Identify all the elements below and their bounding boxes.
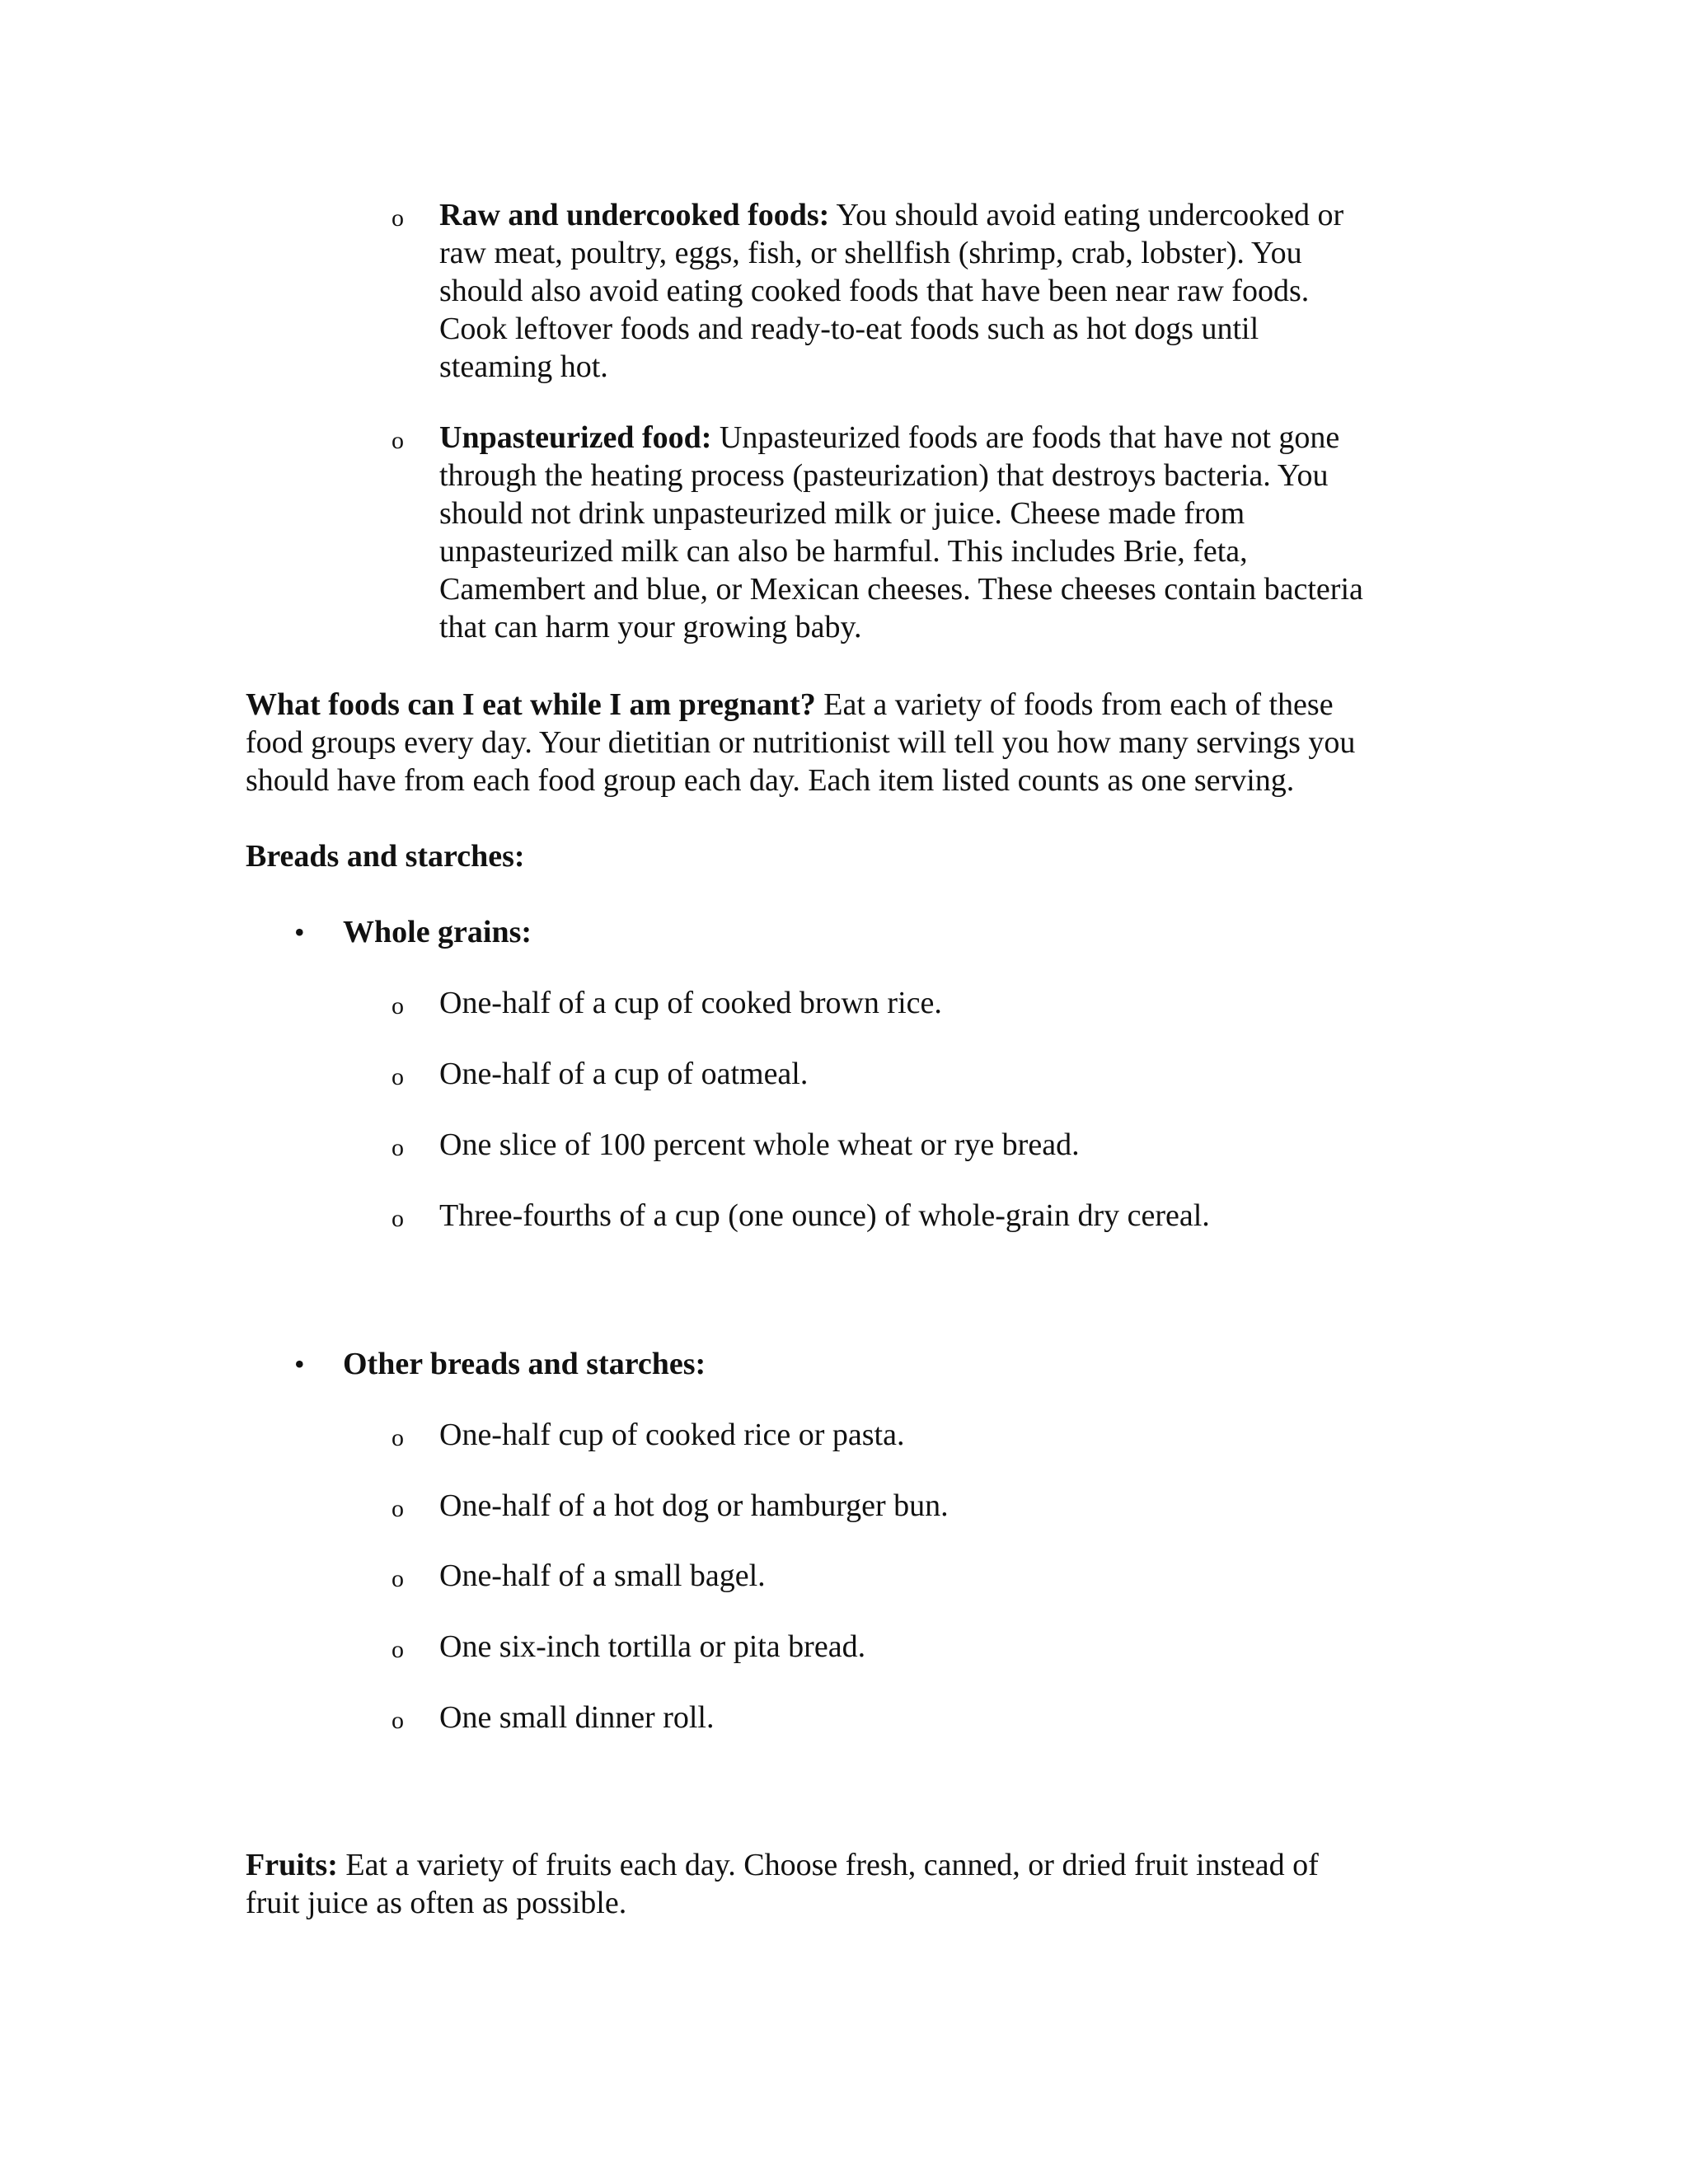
sub-list-marker: o [392, 1565, 404, 1592]
list-item: One-half of a hot dog or hamburger bun. [439, 1488, 949, 1523]
sub-list-marker: o [392, 1205, 404, 1232]
term-label: Unpasteurized food: [439, 420, 712, 455]
text-line: raw meat, poultry, eggs, fish, or shellfish (shrimp, crab, lobster). You [439, 236, 1302, 270]
list-item: One six-inch tortilla or pita bread. [439, 1629, 866, 1664]
what-foods-paragraph [246, 686, 1465, 799]
sub-list-marker: o [392, 992, 404, 1019]
text-line: through the heating process (pasteurization) that destroys bacteria. You [439, 458, 1329, 493]
sub-list-marker: o [392, 427, 404, 454]
sub-list-marker: o [392, 1063, 404, 1090]
whole-grains-label: Whole grains: [343, 915, 532, 949]
text-line: Cook leftover foods and ready-to-eat foods such as hot dogs until [439, 312, 1259, 346]
sub-list-marker: o [392, 204, 404, 232]
list-item: One-half of a small bagel. [439, 1558, 766, 1593]
text-line: should also avoid eating cooked foods that have been near raw foods. [439, 274, 1310, 308]
sub-list-marker: o [392, 1424, 404, 1451]
text-line: should have from each food group each day. Each item listed counts as one serving. [246, 763, 1295, 798]
warning-raw-foods [439, 196, 1453, 386]
sub-list-marker: o [392, 1495, 404, 1522]
text-line: Camembert and blue, or Mexican cheeses. These cheeses contain bacteria [439, 572, 1363, 607]
text-line: fruit juice as often as possible. [246, 1886, 627, 1920]
other-breads-label: Other breads and starches: [343, 1347, 706, 1381]
text-line: Unpasteurized food: Unpasteurized foods are foods that have not gone [439, 420, 1340, 455]
list-item: One small dinner roll. [439, 1700, 715, 1735]
text-line: that can harm your growing baby. [439, 610, 862, 644]
sub-list-marker: o [392, 1707, 404, 1734]
text-line: steaming hot. [439, 349, 608, 384]
text-line: What foods can I eat while I am pregnant? Eat a variety of foods from each of these [246, 687, 1334, 722]
text-line: unpasteurized milk can also be harmful. This includes Brie, feta, [439, 534, 1248, 569]
bullet-marker: • [294, 1347, 305, 1380]
bullet-marker: • [294, 916, 305, 949]
text-line: food groups every day. Your dietitian or nutritionist will tell you how many servings you [246, 725, 1356, 760]
sub-list-marker: o [392, 1134, 404, 1161]
list-item: One-half of a cup of cooked brown rice. [439, 986, 942, 1020]
term-label: Raw and undercooked foods: [439, 198, 830, 232]
text-line: should not drink unpasteurized milk or juice. Cheese made from [439, 496, 1245, 531]
list-item: Three-fourths of a cup (one ounce) of whole-grain dry cereal. [439, 1198, 1210, 1233]
term-label: Fruits: [246, 1848, 338, 1882]
list-item: One slice of 100 percent whole wheat or rye bread. [439, 1127, 1080, 1162]
warning-unpasteurized-food [439, 419, 1453, 646]
list-item: One-half cup of cooked rice or pasta. [439, 1418, 905, 1452]
sub-list-marker: o [392, 1636, 404, 1663]
fruits-paragraph [246, 1846, 1465, 1922]
text-line: Fruits: Eat a variety of fruits each day. Choose fresh, canned, or dried fruit instead of [246, 1848, 1319, 1882]
section-heading-breads: Breads and starches: [246, 839, 525, 874]
question-heading: What foods can I eat while I am pregnant? [246, 687, 816, 722]
text-line: Raw and undercooked foods: You should avoid eating undercooked or [439, 198, 1344, 232]
list-item: One-half of a cup of oatmeal. [439, 1057, 809, 1091]
